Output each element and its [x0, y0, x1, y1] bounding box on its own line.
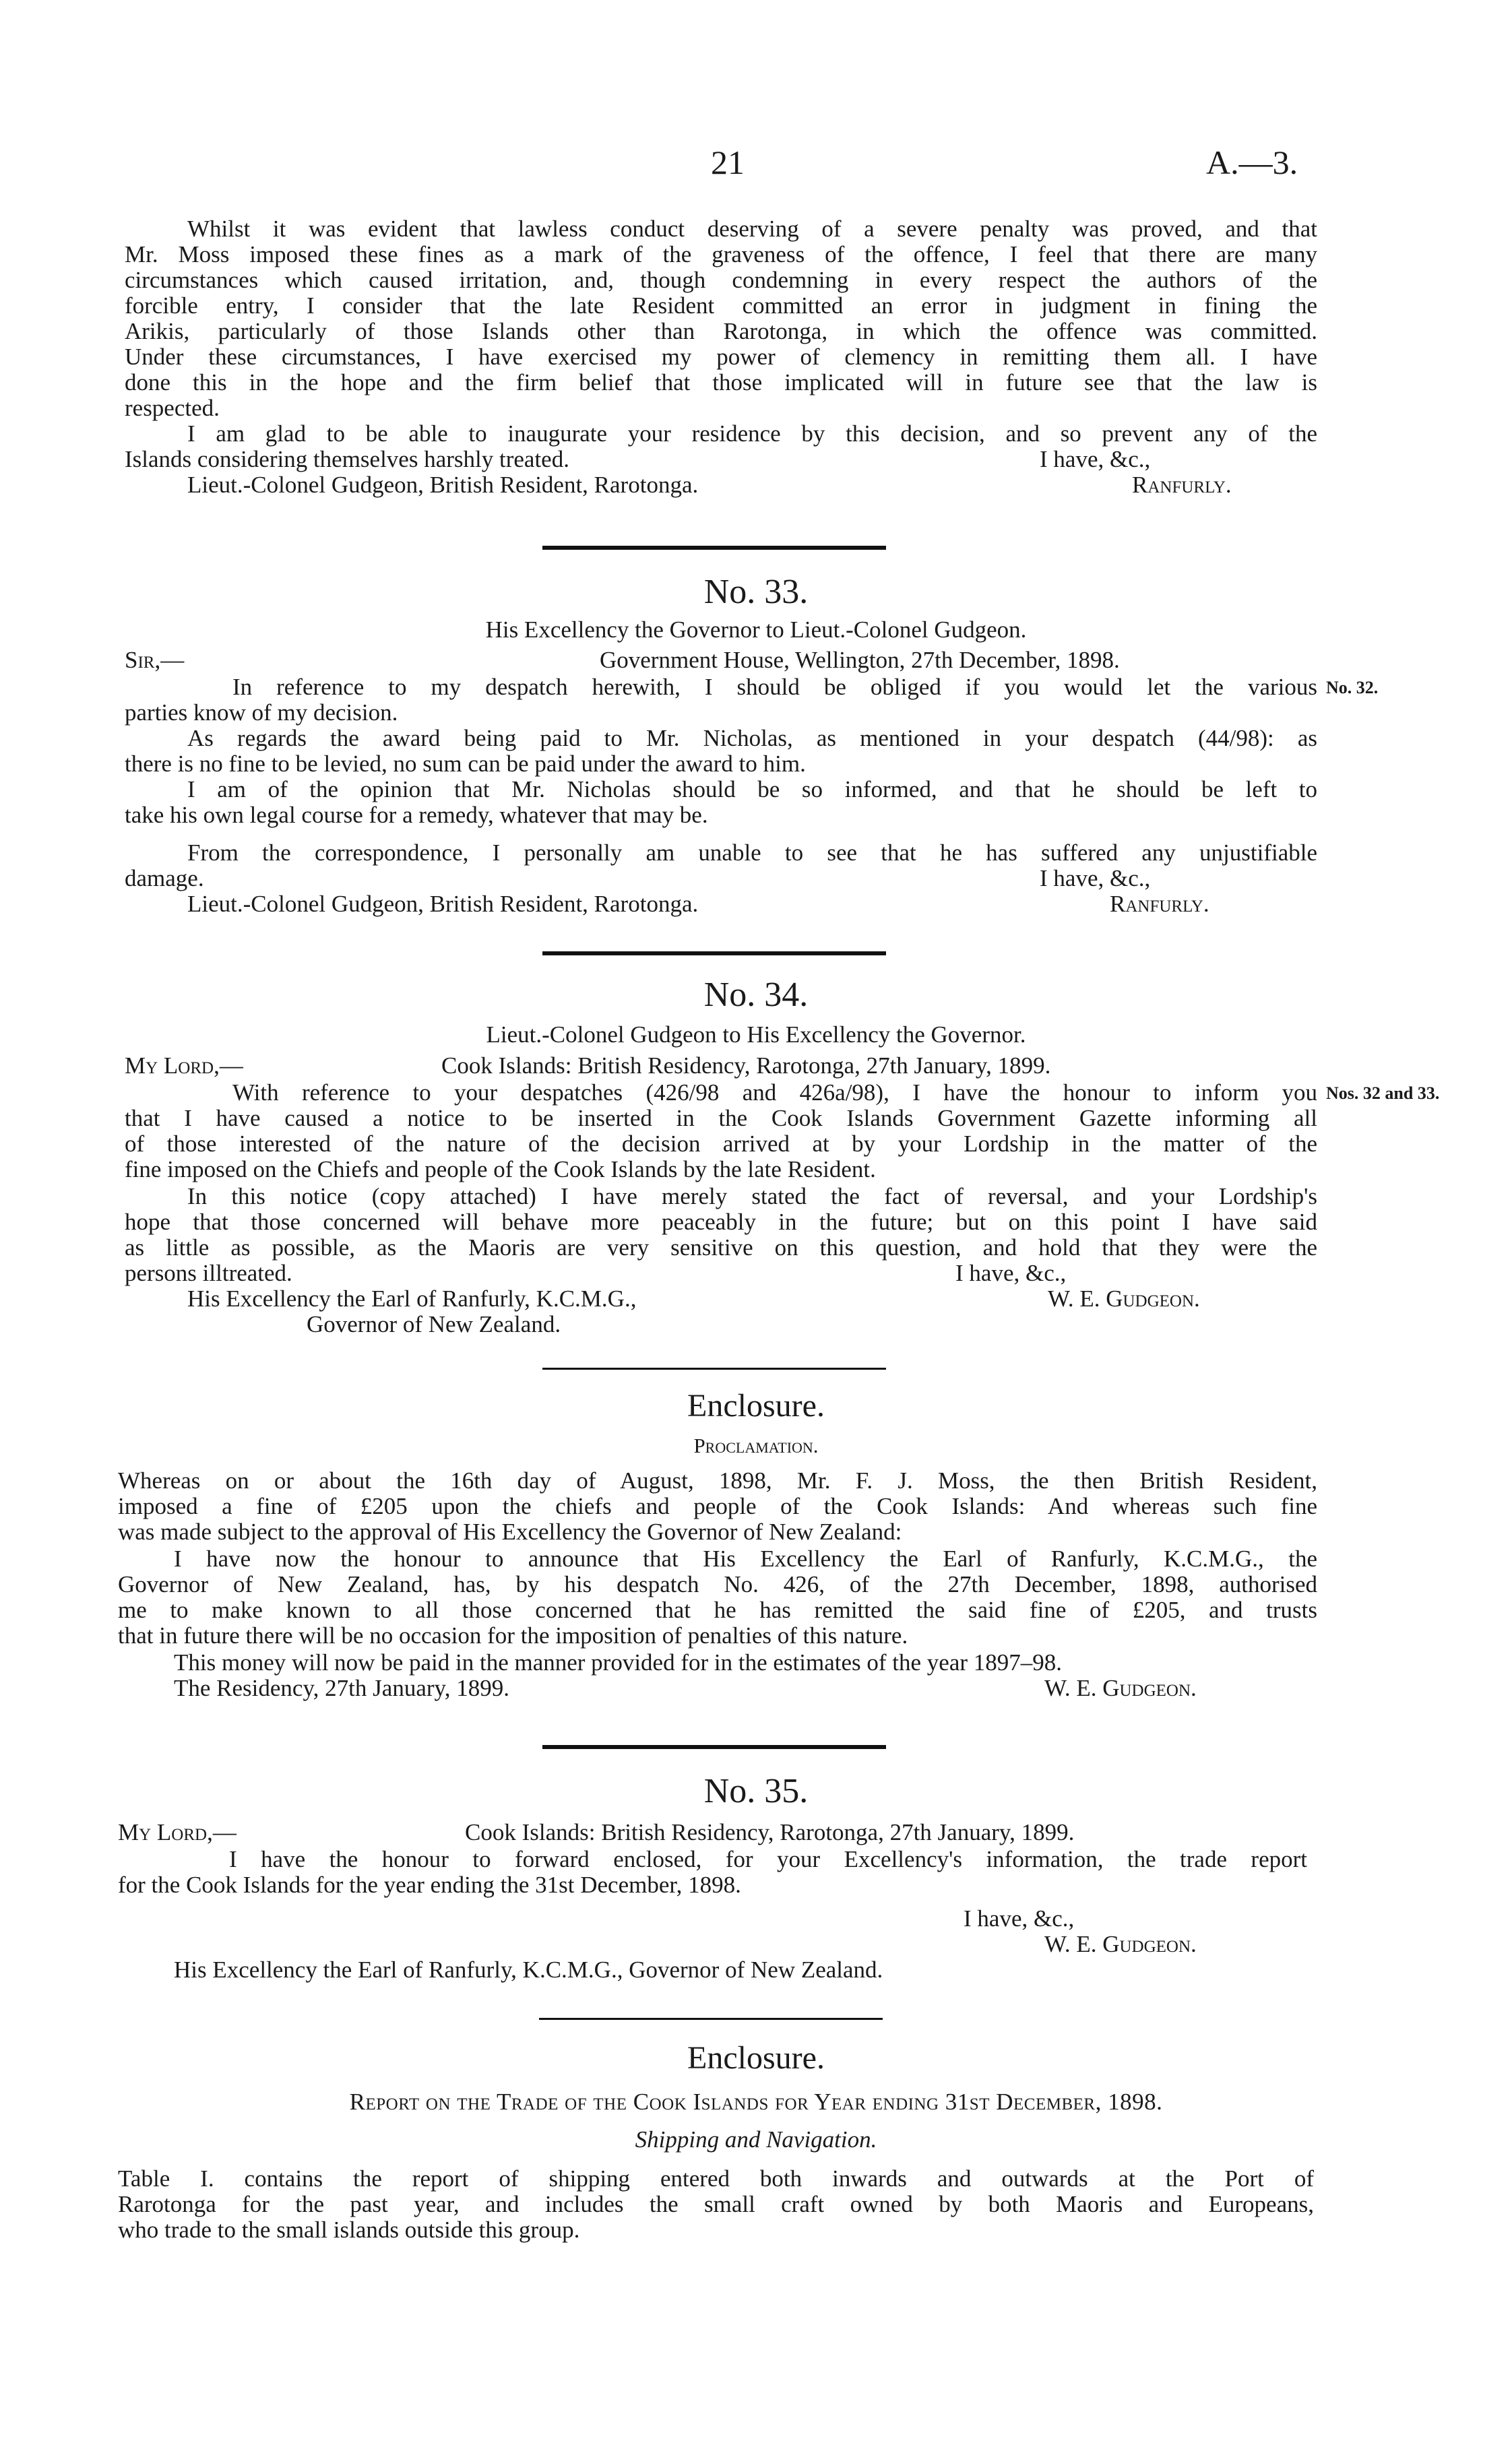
paragraph-line: persons illtreated. [125, 1260, 292, 1286]
salutation: My Lord,— [125, 1052, 243, 1079]
closing: I have, &c., [1040, 446, 1151, 472]
signature: W. E. Gudgeon. [1044, 1931, 1197, 1957]
letter-heading: No. 34. [703, 976, 809, 1014]
section-divider [542, 1368, 886, 1370]
paragraph-line: damage. [125, 865, 204, 891]
paragraph-line: Islands considering themselves harshly treated. [125, 446, 569, 472]
closing: I have, &c., [964, 1905, 1075, 1932]
letter-subheading: His Excellency the Governor to Lieut.-Colonel Gudgeon. [485, 616, 1027, 643]
closing: I have, &c., [955, 1260, 1067, 1286]
paragraph-line: there is no fine to be levied, no sum can be paid under the award to him. [125, 751, 806, 777]
paragraph-line: I am glad to be able to inaugurate your residence by this decision, and so prevent any of the [187, 420, 1317, 447]
enclosure-subheading: Proclamation. [693, 1434, 819, 1457]
paragraph-line: With reference to your despatches (426/98 and 426a/98), I have the honour to inform you [232, 1079, 1317, 1106]
addressee: Lieut.-Colonel Gudgeon, British Resident, Rarotonga. [187, 472, 699, 498]
enclosure-heading: Enclosure. [687, 1388, 825, 1424]
paragraph-line: me to make known to all those concerned that he has remitted the said fine of £205, and trusts [118, 1597, 1317, 1623]
section-title: Shipping and Navigation. [635, 2126, 877, 2153]
signature: Ranfurly. [1132, 472, 1232, 498]
paragraph-line: that in future there will be no occasion for the imposition of penalties of this nature. [118, 1622, 908, 1649]
paragraph-line: that I have caused a notice to be inserted in the Cook Islands Government Gazette informing all [125, 1105, 1317, 1131]
letter-subheading: Lieut.-Colonel Gudgeon to His Excellency the Governor. [486, 1021, 1026, 1048]
enclosure-heading: Enclosure. [687, 2040, 825, 2076]
report-title: Report on the Trade of the Cook Islands for Year ending 31st December, 1898. [349, 2089, 1163, 2115]
paragraph-line: done this in the hope and the firm belief that those implicated will in future see that the law is [125, 369, 1317, 395]
paragraph-line: This money will now be paid in the manner provided for in the estimates of the year 1897–98. [174, 1649, 1063, 1676]
salutation: My Lord,— [118, 1819, 237, 1845]
paragraph-line: as little as possible, as the Maoris are very sensitive on this question, and hold that they were the [125, 1234, 1317, 1261]
paragraph-line: In this notice (copy attached) I have merely stated the fact of reversal, and your Lordship's [187, 1183, 1317, 1209]
paragraph-line: Rarotonga for the past year, and includes the small craft owned by both Maoris and Europeans, [118, 2191, 1314, 2217]
paragraph-line: From the correspondence, I personally am unable to see that he has suffered any unjustifiable [187, 839, 1317, 866]
place-date: Cook Islands: British Residency, Rarotonga, 27th January, 1899. [465, 1819, 1075, 1845]
dateline: The Residency, 27th January, 1899. [174, 1675, 509, 1701]
section-divider [542, 951, 886, 955]
letter-heading: No. 35. [703, 1772, 809, 1810]
paragraph-line: Table I. contains the report of shipping entered both inwards and outwards at the Port of [118, 2165, 1314, 2192]
paragraph-line: hope that those concerned will behave more peaceably in the future; but on this point I have said [125, 1209, 1317, 1235]
series-code: A.—3. [1206, 144, 1298, 181]
signature: W. E. Gudgeon. [1044, 1675, 1197, 1701]
paragraph-line: for the Cook Islands for the year ending the 31st December, 1898. [118, 1872, 741, 1898]
addressee: Governor of New Zealand. [307, 1311, 561, 1337]
paragraph-line: respected. [125, 395, 220, 421]
paragraph-line: imposed a fine of £205 upon the chiefs and people of the Cook Islands: And whereas such fine [118, 1493, 1317, 1519]
paragraph-line: Whilst it was evident that lawless conduct deserving of a severe penalty was proved, and that [187, 216, 1317, 242]
salutation: Sir,— [125, 647, 185, 673]
addressee: His Excellency the Earl of Ranfurly, K.C.M.G., Governor of New Zealand. [174, 1957, 883, 1983]
place-date: Cook Islands: British Residency, Rarotonga, 27th January, 1899. [441, 1052, 1051, 1079]
paragraph-line: In reference to my despatch herewith, I should be obliged if you would let the various [232, 674, 1317, 700]
paragraph-line: Mr. Moss imposed these fines as a mark of the graveness of the offence, I feel that there are many [125, 241, 1317, 267]
paragraph-line: I have now the honour to announce that His Excellency the Earl of Ranfurly, K.C.M.G., the [174, 1546, 1317, 1572]
section-divider [539, 2018, 883, 2020]
paragraph-line: Whereas on or about the 16th day of August, 1898, Mr. F. J. Moss, the then British Resident, [118, 1467, 1317, 1494]
paragraph-line: Under these circumstances, I have exercised my power of clemency in remitting them all. I have [125, 344, 1317, 370]
margin-reference: No. 32. [1326, 678, 1379, 697]
paragraph-line: was made subject to the approval of His Excellency the Governor of New Zealand: [118, 1519, 902, 1545]
letter-heading: No. 33. [703, 573, 809, 611]
signature: W. E. Gudgeon. [1048, 1286, 1200, 1312]
paragraph-line: who trade to the small islands outside this group. [118, 2217, 580, 2243]
signature: Ranfurly. [1110, 891, 1209, 917]
paragraph-line: forcible entry, I consider that the late Resident committed an error in judgment in fining the [125, 292, 1317, 319]
paragraph-line: I am of the opinion that Mr. Nicholas should be so informed, and that he should be left to [187, 776, 1317, 802]
addressee: His Excellency the Earl of Ranfurly, K.C.M.G., [187, 1286, 637, 1312]
paragraph-line: I have the honour to forward enclosed, for your Excellency's information, the trade report [229, 1846, 1307, 1872]
paragraph-line: parties know of my decision. [125, 699, 398, 726]
closing: I have, &c., [1040, 865, 1151, 891]
paragraph-line: circumstances which caused irritation, and, though condemning in every respect the authors of the [125, 267, 1317, 293]
page-number: 21 [711, 144, 745, 181]
section-divider [542, 546, 886, 550]
paragraph-line: fine imposed on the Chiefs and people of the Cook Islands by the late Resident. [125, 1156, 876, 1182]
section-divider [542, 1745, 886, 1749]
margin-reference: Nos. 32 and 33. [1326, 1083, 1440, 1103]
paragraph-line: As regards the award being paid to Mr. Nicholas, as mentioned in your despatch (44/98): as [187, 725, 1317, 751]
place-date: Government House, Wellington, 27th December, 1898. [600, 647, 1120, 673]
paragraph-line: of those interested of the nature of the decision arrived at by your Lordship in the matter of the [125, 1131, 1317, 1157]
addressee: Lieut.-Colonel Gudgeon, British Resident, Rarotonga. [187, 891, 699, 917]
paragraph-line: Governor of New Zealand, has, by his despatch No. 426, of the 27th December, 1898, authorised [118, 1571, 1317, 1597]
paragraph-line: Arikis, particularly of those Islands other than Rarotonga, in which the offence was committed. [125, 318, 1317, 344]
paragraph-line: take his own legal course for a remedy, whatever that may be. [125, 802, 708, 828]
